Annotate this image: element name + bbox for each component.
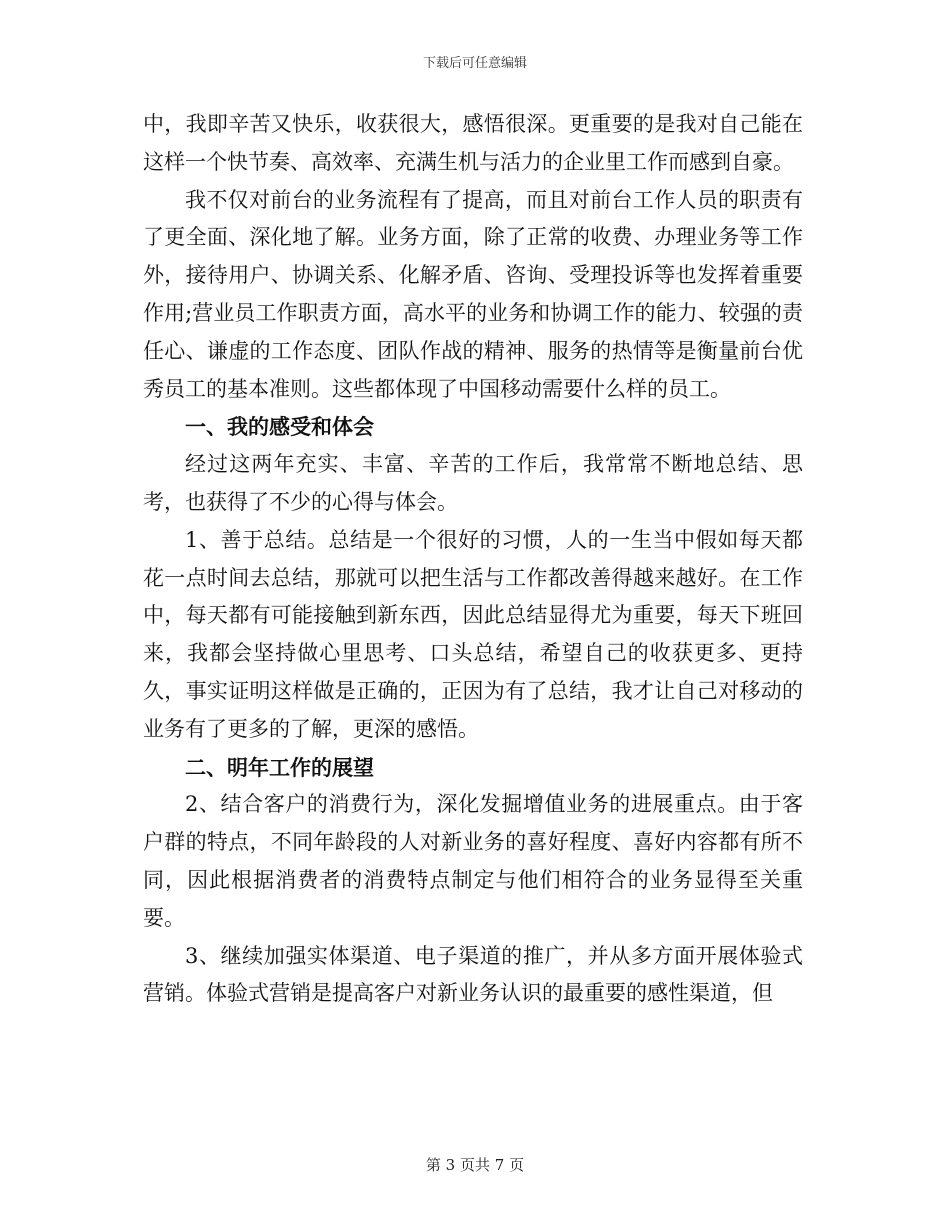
page-footer: 第 3 页共 7 页 <box>425 1156 525 1174</box>
paragraph-summarize: 1、善于总结。总结是一个很好的习惯，人的一生当中假如每天都花一点时间去总结，那就可以把生活与工作都改善得越来越好。在工作中，每天都有可能接触到新东西，因此总结显得尤为重要，每天下班回来，我都会坚持做心里思考、口头总结，希望自己的收获更多、更持久，事实证明这样做是正确的，正因为有了总结，我才让自己对移动的业务有了更多的了解，更深的感悟。 <box>143 527 803 741</box>
section-heading-outlook: 二、明年工作的展望 <box>185 754 374 780</box>
paragraph-customer-behavior: 2、结合客户的消费行为，深化发掘增值业务的进展重点。由于客户群的特点，不同年龄段的人对新业务的喜好程度、喜好内容都有所不同，因此根据消费者的消费特点制定与他们相符合的业务显得至关重要。 <box>143 792 803 930</box>
section-heading-feelings: 一、我的感受和体会 <box>185 414 374 440</box>
page-header: 下载后可任意编辑 <box>422 56 527 71</box>
paragraph-channel-promotion: 3、继续加强实体渠道、电子渠道的推广，并从多方面开展体验式营销。体验式营销是提高客户对新业务认识的最重要的感性渠道，但 <box>143 943 803 1006</box>
document-body <box>143 106 803 1013</box>
paragraph-front-desk-duties: 我不仅对前台的业务流程有了提高，而且对前台工作人员的职责有了更全面、深化地了解。业务方面，除了正常的收费、办理业务等工作外，接待用户、协调关系、化解矛盾、咨询、受理投诉等也发挥着重要作用;营业员工作职责方面，高水平的业务和协调工作的能力、较强的责任心、谦虚的工作态度、团队作战的精神、服务的热情等是衡量前台优秀员工的基本准则。这些都体现了中国移动需要什么样的员工。 <box>143 187 803 401</box>
paragraph-experience: 经过这两年充实、丰富、辛苦的工作后，我常常不断地总结、思考，也获得了不少的心得与体会。 <box>143 452 803 514</box>
paragraph-continued: 中，我即辛苦又快乐，收获很大，感悟很深。更重要的是我对自己能在这样一个快节奏、高效率、充满生机与活力的企业里工作而感到自豪。 <box>143 112 803 174</box>
